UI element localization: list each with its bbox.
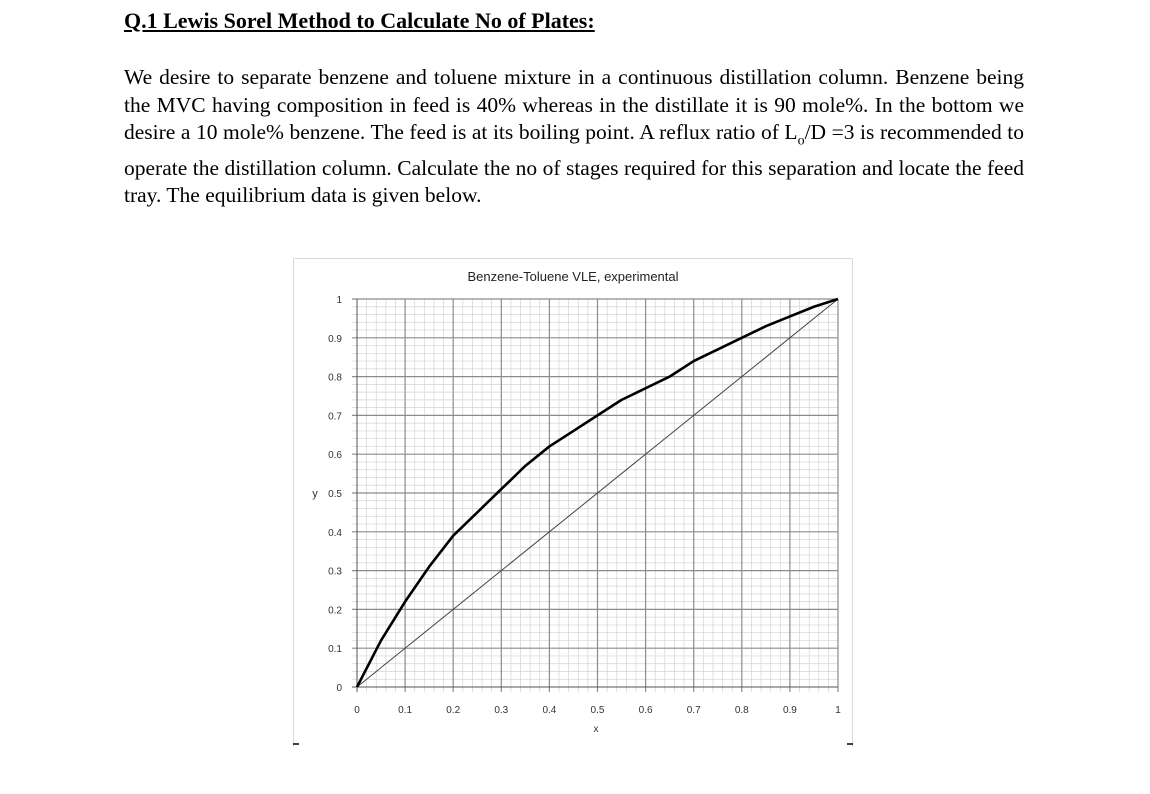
y-tick-label: 0.1: [328, 644, 342, 656]
y-tick-label: 0.8: [328, 372, 342, 384]
x-tick-label: 0.4: [542, 705, 557, 716]
y-tick-label: 0.3: [328, 566, 342, 578]
x-axis-label: x: [593, 724, 599, 735]
y-tick-label: 0: [336, 683, 342, 694]
x-tick-label: 0.7: [686, 705, 701, 716]
y-tick-label: 0.4: [328, 527, 342, 539]
x-tick-label: 0.8: [734, 705, 749, 716]
y-axis-label: y: [312, 488, 318, 500]
y-tick-label: 0.7: [328, 411, 342, 423]
x-tick-label: 0: [354, 705, 360, 716]
x-tick-label: 0.6: [638, 705, 653, 716]
vle-chart: [293, 258, 853, 748]
y-tick-label: 0.2: [328, 605, 342, 617]
x-tick-label: 1: [835, 705, 841, 716]
y-tick-label: 1: [336, 295, 342, 306]
x-tick-label: 0.5: [590, 705, 605, 716]
vle-chart-svg: [293, 258, 853, 748]
question-text: [124, 64, 1024, 210]
y-tick-label: 0.9: [328, 333, 342, 345]
x-tick-label: 0.3: [494, 705, 509, 716]
question-text-part2: /D =3 is recommended to operate the distillation column. Calculate the no of stages required for this separation and locate the feed tray. The equilibrium data is given below.: [124, 120, 1024, 208]
question-title: Q.1 Lewis Sorel Method to Calculate No of Plates:: [124, 8, 595, 33]
x-tick-label: 0.2: [446, 705, 461, 716]
x-tick-label: 0.1: [398, 705, 413, 716]
chart-title: Benzene-Toluene VLE, experimental: [467, 269, 679, 284]
x-tick-label: 0.9: [782, 705, 797, 716]
question-text-part1: We desire to separate benzene and toluene mixture in a continuous distillation column. Benzene being the MVC having composition in feed is 40% whereas in the distillate it is 90 mole%. In the bottom we desire a 10 mole% benzene. The feed is at its boiling point. A reflux ratio of L: [124, 65, 1024, 144]
question-text-subscript: o: [797, 133, 805, 149]
y-tick-label: 0.6: [328, 450, 342, 462]
y-tick-label: 0.5: [328, 489, 342, 500]
